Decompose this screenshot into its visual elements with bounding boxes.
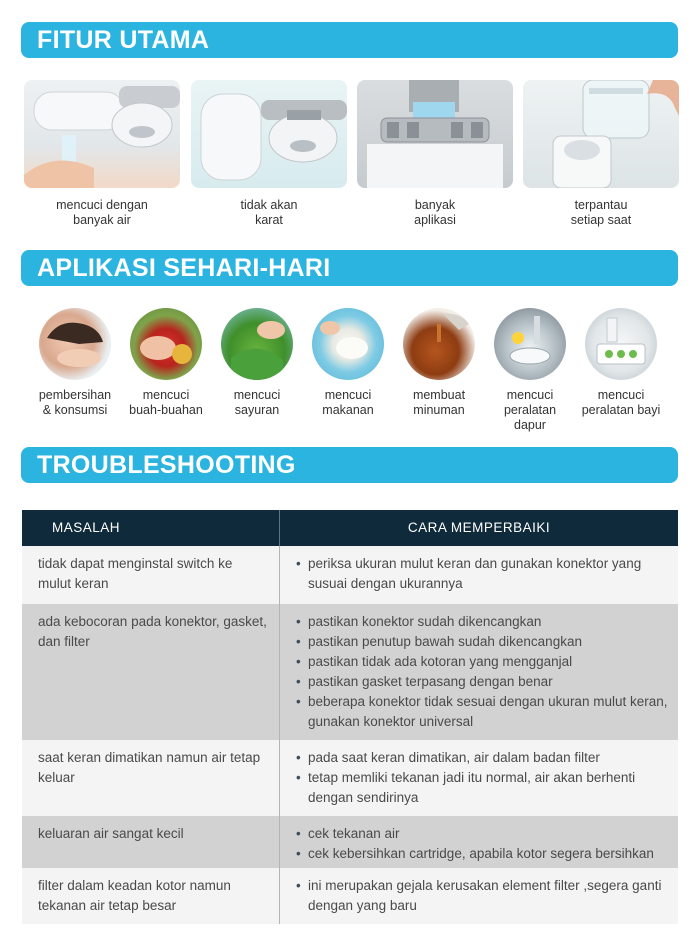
problem-column-header: MASALAH bbox=[22, 510, 280, 546]
solution-cell bbox=[280, 740, 678, 816]
solution-cell bbox=[280, 546, 678, 604]
washing-vegetables-photo bbox=[221, 308, 293, 380]
solution-item: • pastikan tidak ada kotoran yang mengganjal bbox=[294, 652, 670, 672]
applications-section-title: APLIKASI SEHARI-HARI bbox=[21, 250, 678, 286]
solution-item: • tetap memliki tekanan jadi itu normal, air akan berhenti dengan sendirinya bbox=[294, 768, 670, 808]
solution-cell bbox=[280, 868, 678, 924]
solution-cell bbox=[280, 604, 678, 740]
application-caption: mencuci makanan bbox=[322, 388, 374, 417]
face-washing-photo bbox=[39, 308, 111, 380]
feature-caption: terpantau setiap saat bbox=[570, 198, 632, 227]
solution-item: • pastikan konektor sudah dikencangkan bbox=[294, 612, 670, 632]
application-item bbox=[214, 308, 300, 418]
solution-item: • ini merupakan gejala kerusakan element filter ,segera ganti dengan yang baru bbox=[294, 876, 670, 916]
solution-item: • cek kebersihkan cartridge, apabila kotor segera bersihkan bbox=[294, 844, 670, 864]
problem-cell: filter dalam keadan kotor namun tekanan air tetap besar bbox=[22, 868, 280, 924]
application-caption: membuat minuman bbox=[412, 388, 466, 417]
table-row bbox=[22, 868, 678, 924]
filter-connector-photo bbox=[357, 80, 513, 188]
application-item bbox=[32, 308, 118, 418]
feature-item bbox=[357, 80, 513, 228]
washing-dishes-photo bbox=[494, 308, 566, 380]
table-row bbox=[22, 546, 678, 604]
application-caption: pembersihan & konsumsi bbox=[38, 388, 112, 417]
transparent-filter-housing-photo bbox=[523, 80, 679, 188]
solution-item: • periksa ukuran mulut keran dan gunakan konektor yang susuai dengan ukurannya bbox=[294, 554, 670, 594]
faucet-filter-photo bbox=[191, 80, 347, 188]
application-caption: mencuci sayuran bbox=[233, 388, 281, 417]
table-row bbox=[22, 816, 678, 868]
application-caption: mencuci peralatan dapur bbox=[503, 388, 557, 432]
problem-cell: keluaran air sangat kecil bbox=[22, 816, 280, 868]
faucet-water-flow-photo bbox=[24, 80, 180, 188]
solution-item: • beberapa konektor tidak sesuai dengan ukuran mulut keran, gunakan konektor universal bbox=[294, 692, 670, 732]
application-caption: mencuci peralatan bayi bbox=[581, 388, 661, 417]
baby-bottles-photo bbox=[585, 308, 657, 380]
application-item bbox=[305, 308, 391, 418]
solution-item: • pastikan penutup bawah sudah dikencangkan bbox=[294, 632, 670, 652]
solution-column-header: CARA MEMPERBAIKI bbox=[407, 520, 551, 535]
feature-caption: tidak akan karat bbox=[240, 198, 298, 227]
feature-caption: mencuci dengan banyak air bbox=[56, 198, 148, 227]
feature-item bbox=[523, 80, 679, 228]
solution-item: • pastikan gasket terpasang dengan benar bbox=[294, 672, 670, 692]
application-caption: mencuci buah-buahan bbox=[129, 388, 203, 417]
feature-item bbox=[191, 80, 347, 228]
problem-cell: saat keran dimatikan namun air tetap keluar bbox=[22, 740, 280, 816]
troubleshooting-table bbox=[22, 510, 678, 924]
solution-cell bbox=[280, 816, 678, 868]
table-row bbox=[22, 604, 678, 740]
problem-cell: tidak dapat menginstal switch ke mulut keran bbox=[22, 546, 280, 604]
table-row bbox=[22, 740, 678, 816]
feature-item bbox=[24, 80, 180, 228]
application-item bbox=[487, 308, 573, 433]
application-item bbox=[578, 308, 664, 418]
problem-cell: ada kebocoran pada konektor, gasket, dan filter bbox=[22, 604, 280, 740]
application-item bbox=[123, 308, 209, 418]
features-section-title: FITUR UTAMA bbox=[21, 22, 678, 58]
application-item bbox=[396, 308, 482, 418]
solution-item: • cek tekanan air bbox=[294, 824, 670, 844]
feature-caption: banyak aplikasi bbox=[414, 198, 456, 227]
troubleshooting-section-title: TROUBLESHOOTING bbox=[21, 447, 678, 483]
pouring-tea-photo bbox=[403, 308, 475, 380]
table-header bbox=[22, 510, 678, 546]
washing-rice-photo bbox=[312, 308, 384, 380]
washing-fruit-photo bbox=[130, 308, 202, 380]
solution-item: • pada saat keran dimatikan, air dalam badan filter bbox=[294, 748, 670, 768]
